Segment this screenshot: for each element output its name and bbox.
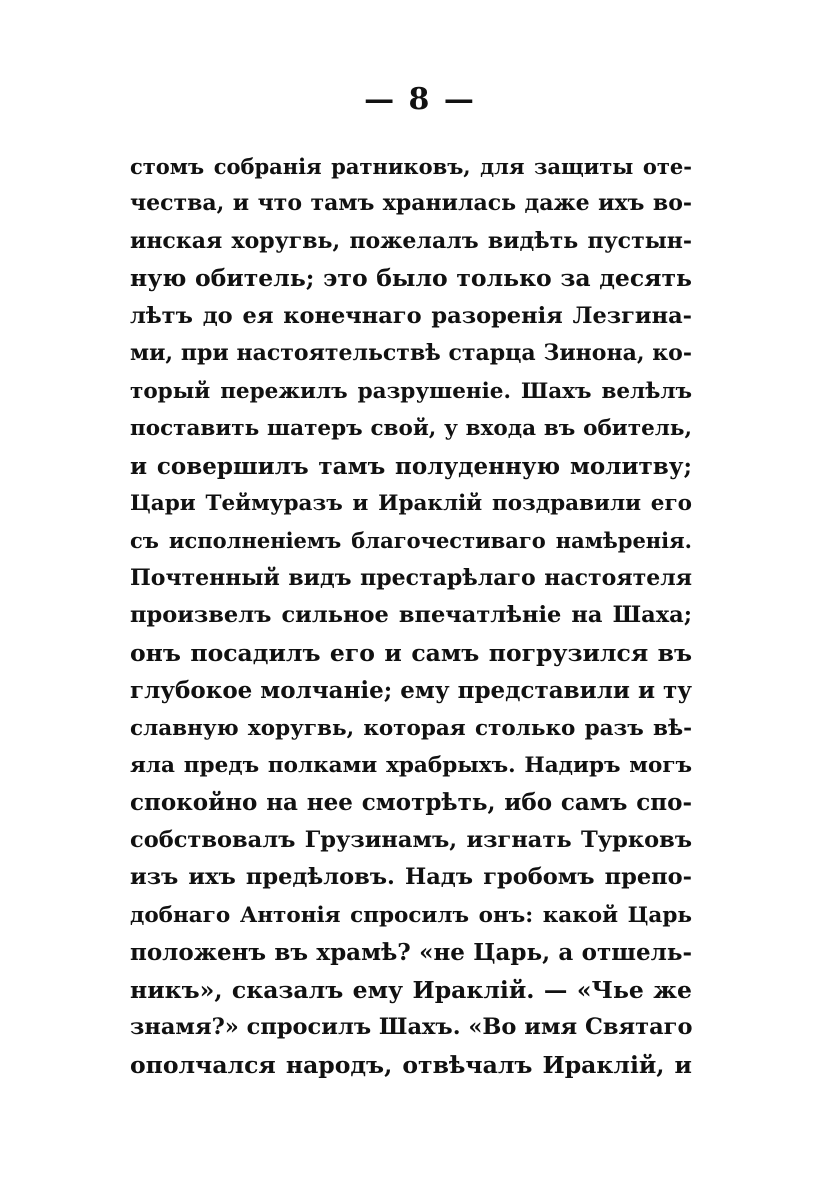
text-line: поставить шатеръ свой, у входа въ обитель, — [130, 416, 692, 442]
text-line: изъ ихъ предѣловъ. Надъ гробомъ препо- — [130, 864, 692, 891]
text-line: яла предъ полками храбрыхъ. Надиръ могъ — [130, 753, 692, 778]
text-line: ную обитель; это было только за десять — [130, 264, 692, 293]
text-line: лѣтъ до ея конечнаго разоренія Лезгина- — [130, 302, 692, 329]
text-line: онъ посадилъ его и самъ погрузился въ — [130, 638, 692, 667]
text-line: и совершилъ тамъ полуденную молитву; — [130, 452, 692, 480]
text-line: добнаго Антонія спросилъ онъ: какой Царь — [130, 902, 692, 928]
text-line: знамя?» спросилъ Шахъ. «Во имя Святаго — [130, 1014, 693, 1041]
text-line: положенъ въ храмѣ? «не Царь, а отшель- — [130, 939, 692, 967]
page-number: — 8 — — [364, 82, 476, 117]
text-line: никъ», сказалъ ему Ираклій. — «Чье же — [130, 975, 692, 1004]
text-line: Цари Теймуразъ и Ираклій поздравили его — [130, 490, 692, 516]
text-line: славную хоругвь, которая столько разъ вѣ- — [130, 715, 692, 741]
body-text — [130, 148, 692, 1084]
text-line: Почтенный видъ престарѣлаго настоятеля — [130, 564, 692, 591]
text-line: стомъ собранія ратниковъ, для защиты оте- — [130, 154, 692, 179]
text-line: ополчался народъ, отвѣчалъ Ираклій, и — [130, 1050, 692, 1079]
text-line: съ исполненіемъ благочестиваго намѣренія. — [130, 528, 692, 554]
text-line: торый пережилъ разрушеніе. Шахъ велѣлъ — [130, 378, 692, 404]
text-line: чества, и что тамъ хранилась даже ихъ во- — [130, 190, 692, 217]
text-line: глубокое молчаніе; ему представили и ту — [130, 677, 693, 705]
text-line: спокойно на нее смотрѣть, ибо самъ спо- — [130, 789, 692, 817]
text-line: собствовалъ Грузинамъ, изгнать Турковъ — [130, 826, 692, 853]
text-line: произвелъ сильное впечатлѣніе на Шаха; — [130, 602, 692, 629]
text-line: ми, при настоятельствѣ старца Зинона, ко- — [130, 340, 692, 367]
text-line: инская хоругвь, пожелалъ видѣть пустын- — [130, 227, 692, 254]
